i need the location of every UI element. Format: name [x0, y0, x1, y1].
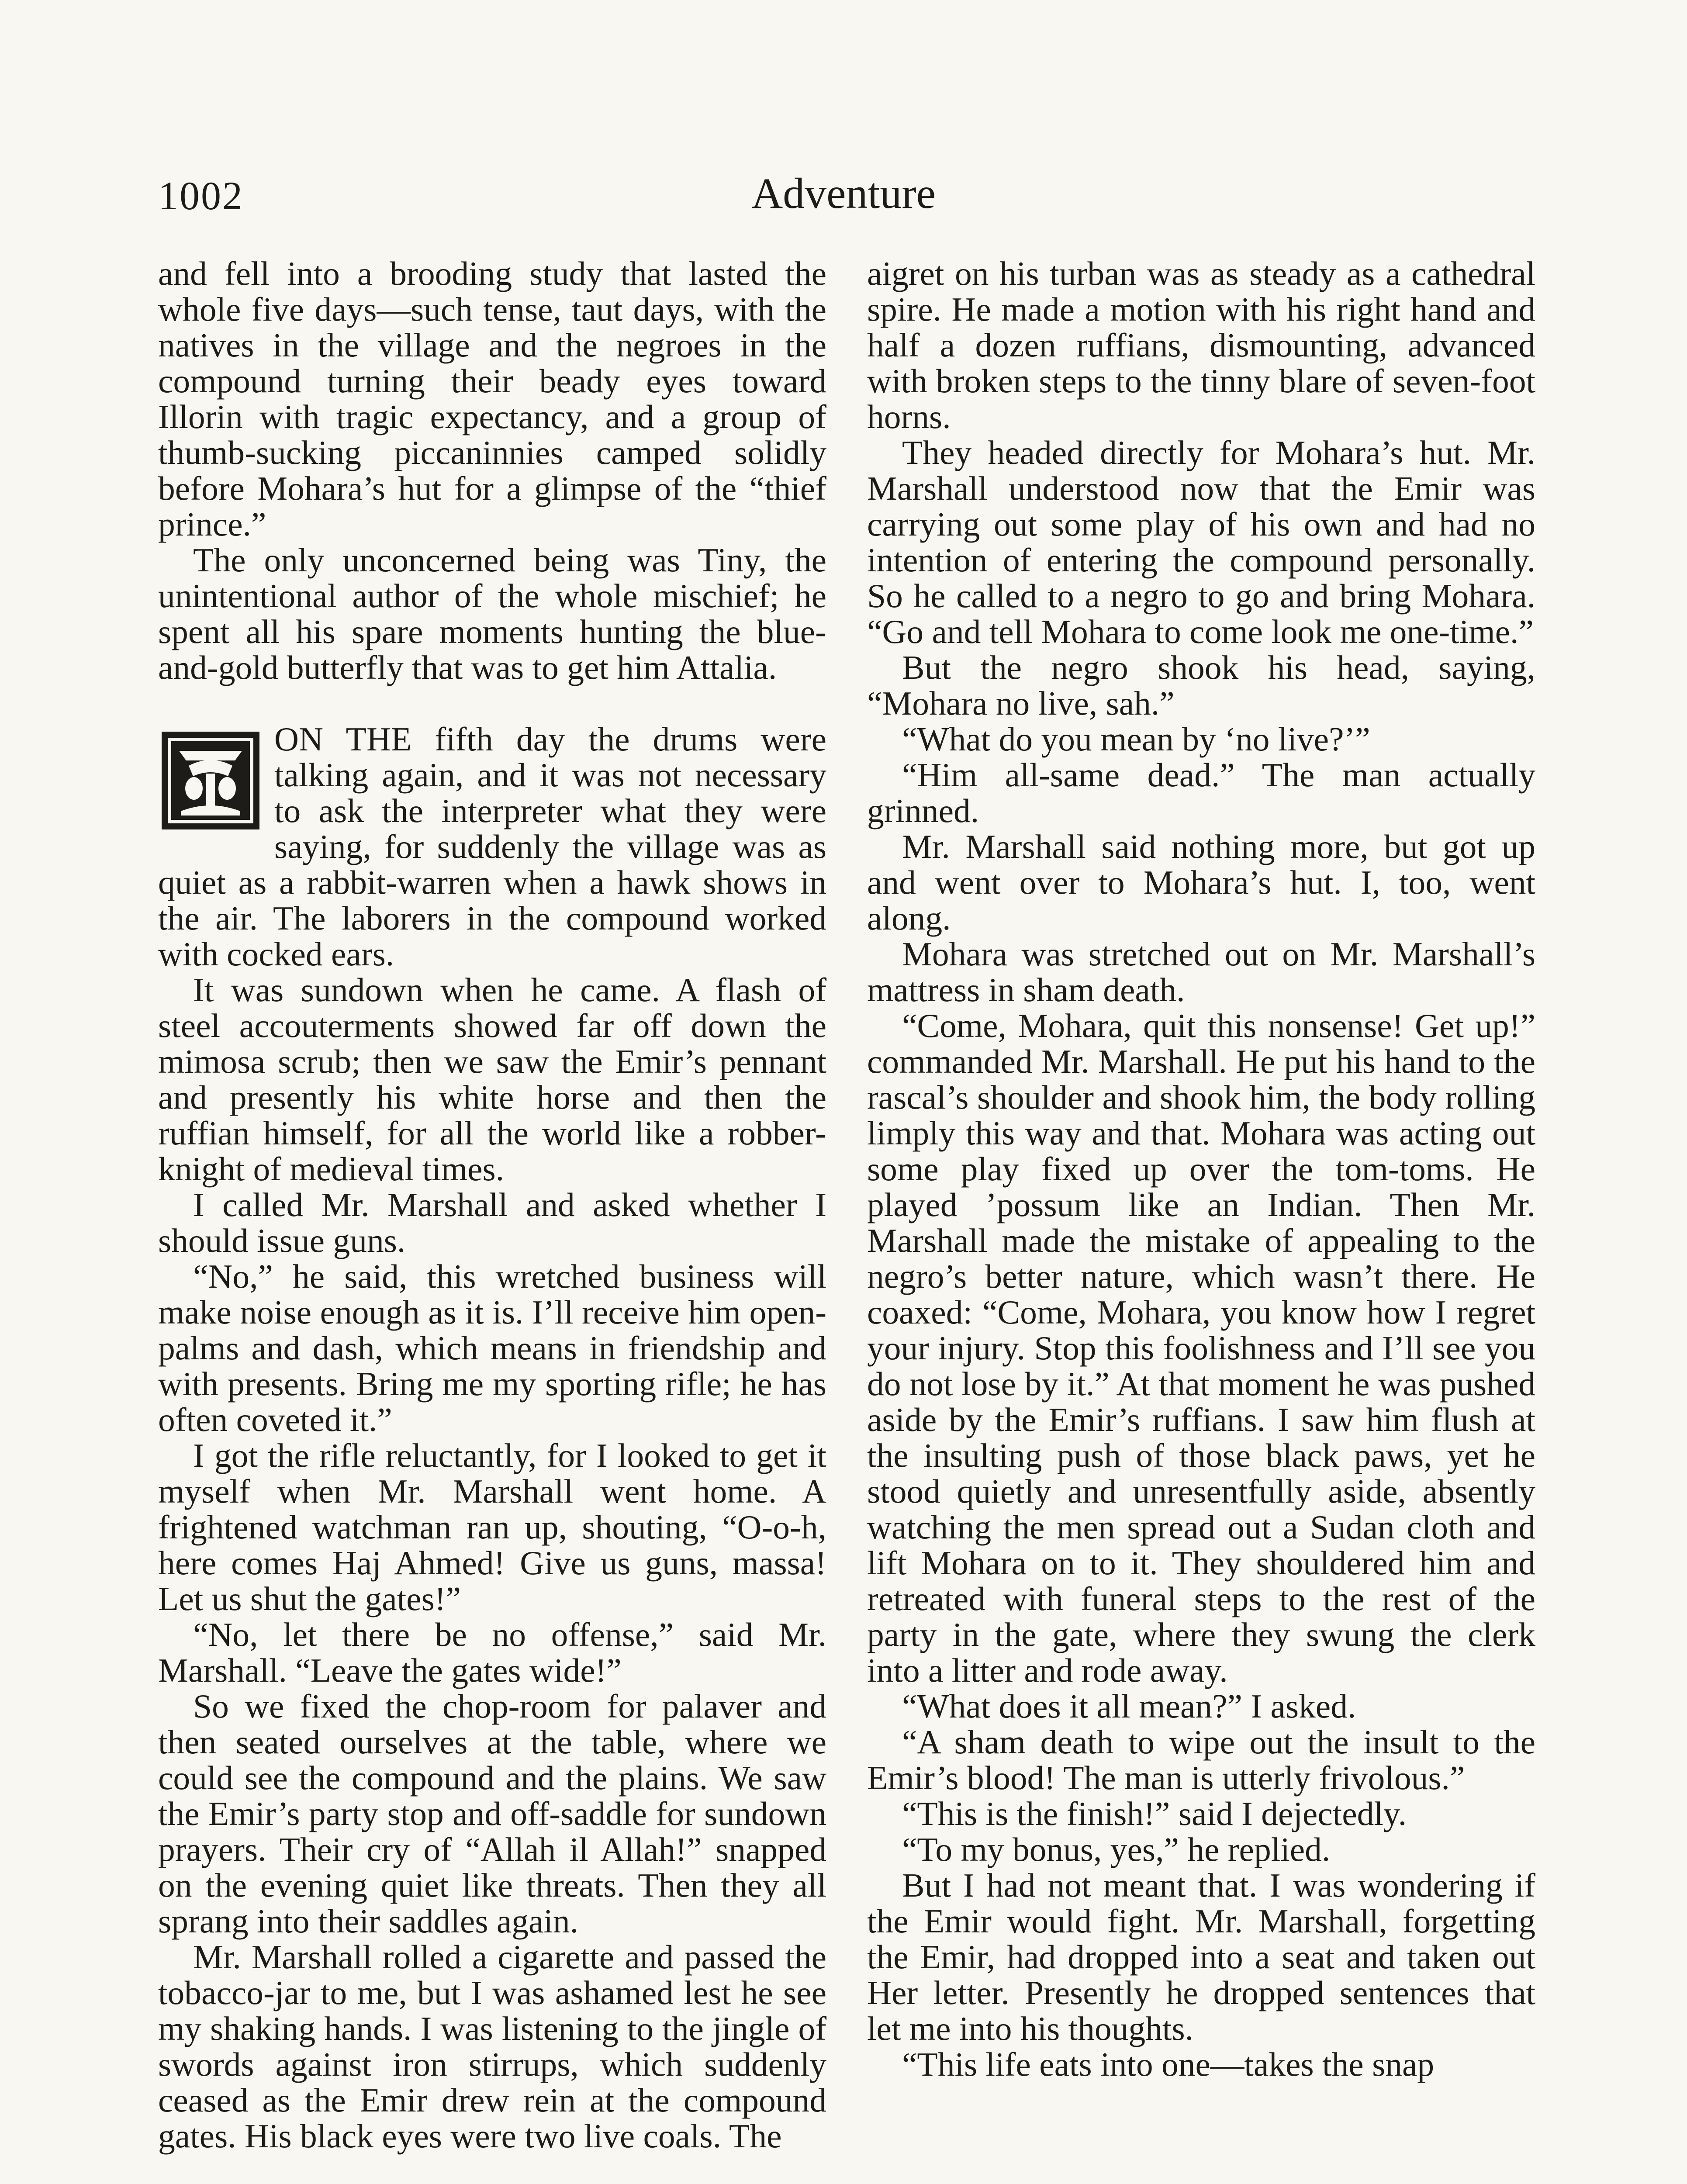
paragraph: “This life eats into one—takes the snap: [902, 2046, 1435, 2083]
paragraph: Mr. Marshall said nothing more, but got up and went over to Mohara’s hut. I, too, went along.: [867, 828, 1535, 937]
right-column: [867, 256, 1535, 2082]
paragraph: I got the rifle reluctantly, for I looked to get it myself when Mr. Marshall went home. A frightened watchman ran up, shouting, “O-o-h, here comes Haj Ahmed! Give us guns, massa! Let us shut the gates!”: [158, 1437, 826, 1617]
paragraph: Mohara was stretched out on Mr. Marshall’s mattress in sham death.: [867, 935, 1535, 1009]
paragraph: “A sham death to wipe out the insult to the Emir’s blood! The man is utterly frivolous.”: [867, 1723, 1535, 1797]
left-column: [158, 256, 826, 2154]
paragraph: “This is the finish!” said I dejectedly.: [902, 1795, 1407, 1832]
paragraph: “Come, Mohara, quit this nonsense! Get up!” commanded Mr. Marshall. He put his hand to the rascal’s shoulder and shook him, the body rolling limply this way and that. Mohara was acting out some play fixed up over the tom-toms. He played ’possum like an Indian. Then Mr. Marshall made the mistake of appealing to the negro’s better nature, which wasn’t there. He coaxed: “Come, Mohara, you know how I regret your injury. Stop this foolishness and I’ll see you do not lose by it.” At that moment he was pushed aside by the Emir’s ruffians. I saw him flush at the insulting push of those black paws, yet he stood quietly and unresentfully aside, absently watching the men spread out a Sudan cloth and lift Mohara on to it. They shouldered him and retreated with funeral steps to the rest of the party in the gate, where they swung the clerk into a litter and rode away.: [867, 1007, 1535, 1689]
paragraph: It was sundown when he came. A flash of steel accouterments showed far off down the mimosa scrub; then we saw the Emir’s pennant and presently his white horse and then the ruffian himself, for all the world like a robber-knight of medieval times.: [158, 971, 826, 1188]
paragraph: aigret on his turban was as steady as a cathedral spire. He made a motion with his right hand and half a dozen ruffians, dismounting, advanced with broken steps to the tinny blare of seven-foot horns.: [867, 255, 1535, 435]
section-break-paragraph: [158, 721, 826, 972]
paragraph: Mr. Marshall rolled a cigarette and passed the tobacco-jar to me, but I was ashamed lest he see my shaking hands. I was listening to the jingle of swords against iron stirrups, which suddenly ceased as the Emir drew rein at the compound gates. His black eyes were two live coals. The: [158, 1938, 826, 2155]
paragraph: “To my bonus, yes,” he replied.: [902, 1831, 1331, 1868]
page-header: [0, 168, 1687, 234]
paragraph: But I had not meant that. I was wondering if the Emir would fight. Mr. Marshall, forgetting the Emir, had dropped into a seat and taken out Her letter. Presently he dropped sentences that let me into his thoughts.: [867, 1866, 1535, 2047]
paragraph: ON THE fifth day the drums were talking again, and it was not necessary to ask the interpreter what they were saying, for suddenly the village was as quiet as a rabbit-warren when a hawk shows in the air. The laborers in the compound worked with cocked ears.: [158, 720, 826, 973]
paragraph: “What does it all mean?” I asked.: [902, 1687, 1356, 1725]
paragraph: “No,” he said, this wretched business will make noise enough as it is. I’ll receive him open-palms and dash, which means in friendship and with presents. Bring me my sporting rifle; he has often coveted it.”: [158, 1258, 826, 1438]
paragraph: “What do you mean by ‘no live?’”: [902, 720, 1370, 758]
page-number: 1002: [158, 173, 244, 218]
ornamental-drop-cap-icon: [158, 728, 263, 833]
paragraph: “No, let there be no offense,” said Mr. Marshall. “Leave the gates wide!”: [158, 1616, 826, 1689]
paragraph: So we fixed the chop-room for palaver and then seated ourselves at the table, where we could see the compound and the plains. We saw the Emir’s party stop and off-saddle for sundown prayers. Their cry of “Allah il Allah!” snapped on the evening quiet like threats. Then they all sprang into their saddles again.: [158, 1687, 826, 1940]
paragraph: “Him all-same dead.” The man actually grinned.: [867, 756, 1535, 829]
paragraph: and fell into a brooding study that lasted the whole five days—such tense, taut days, with the natives in the village and the negroes in the compound turning their beady eyes toward Illorin with tragic expectancy, and a group of thumb-sucking piccaninnies camped solidly before Mohara’s hut for a glimpse of the “thief prince.”: [158, 255, 826, 543]
paragraph: But the negro shook his head, saying, “Mohara no live, sah.”: [867, 649, 1535, 722]
paragraph: I called Mr. Marshall and asked whether I should issue guns.: [158, 1186, 826, 1259]
paragraph: The only unconcerned being was Tiny, the unintentional author of the whole mischief; he spent all his spare moments hunting the blue-and-gold butterfly that was to get him Attalia.: [158, 541, 826, 686]
paragraph: They headed directly for Mohara’s hut. Mr. Marshall understood now that the Emir was carrying out some play of his own and had no intention of entering the compound personally. So he called to a negro to go and bring Mohara. “Go and tell Mohara to come look me one-time.”: [867, 434, 1535, 650]
running-title: Adventure: [751, 169, 936, 218]
